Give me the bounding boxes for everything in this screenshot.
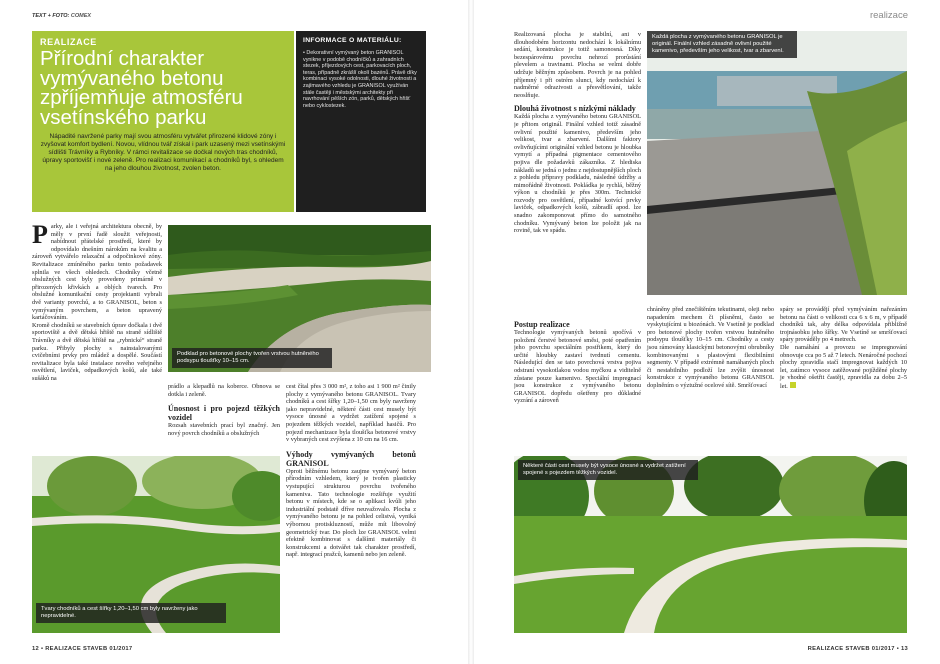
photo-caption: Každá plocha z vymývaného betonu GRANISOL je originál. Finální vzhled zásadně ovlivní použité kamenivo, především jeho velikost, tvar a zbarvení. [647, 31, 797, 58]
article-title: Přírodní charakter vymývaného betonu zpříjemňuje atmosféru vsetínského parku [40, 47, 243, 129]
paragraph: Kromě chodníků se stavebních úprav dočkala i dvě sportoviště a dvě dětská hřiště na straně sídliště Trávníky a dvě dětská hřiště na „rybnické“ straně parku. Přibyly plochy s nainstalovanými cvičebními prvky pro mládež a dospělé. Součástí revitalizace byla také instalace nového veřejného osvětlení, laviček, odpadkových košů, ale také sušáků na [32, 321, 162, 382]
photo-pool-stones [647, 31, 907, 295]
subheading: Výhody vymývaných betonů GRANISOL [286, 449, 416, 468]
paragraph: Dle namáhání a provozu se impregnování obnovuje cca po 5 až 7 letech. Nenáročné pochozí plochy zpravidla stačí impregnovat každých 10 let, zatímco vysoce zatěžované pojížděné plochy je vhodné ošetřit častěji, zpravidla za dobu 2–5 let. [780, 343, 907, 390]
lead-box [32, 31, 294, 212]
footer-right: REALIZACE STAVEB 01/2017 • 13 [807, 646, 908, 652]
lead-paragraph: Nápadité navržené parky mají svou atmosféru vytvářet přirozené klidové zóny i zvyšovat komfort bydlení. Novou, vlídnou tvář získal i park uzasený mezi vsetínskými sídlišti Trávníky a Rybníky. V rámci revitalizace se dočkal nových tras chodníků, úpravy sportovišť i nové zeleně. Pro realizaci komunikací a chodníků byl, s ohledem na jeho dlouhou životnost, zvolen beton. [40, 133, 286, 172]
left-column-3 [286, 383, 416, 641]
photo-caption: Tvary chodníků a cest šířky 1,20–1,50 cm byly navrženy jako nepravidelné. [36, 603, 226, 623]
lead-tag: REALIZACE [40, 37, 97, 47]
material-info-box [296, 31, 426, 212]
paragraph: chráněny před znečištěním tekutinami, oleji nebo napadením mechem či plísněmi, často se vyskytujícími u biozónách. Ve Vsetíně je podklad pro betonové plochy tvořen vrstvou hutněného podsypu tloušťky 10–15 cm. Chodníky a cesty jsou rámovány klasickými betonovými obrubníky kombinovanými s plastovými flexibilními segmenty. V případě extrémně namáhaných ploch či nestabilního podloží lze zvýšit únosnost konstrukce z vymývaného betonu GRANISOL doplněním o výztužné ocelové sítě. Smršťovací [647, 306, 774, 389]
paragraph: spáry se provádějí před vymýváním nařezáním betonu na části o velikosti cca 6 x 6 m, v případě chodníků tak, aby délka odpovídala přibližně trojnásobku jeho šířky. Ve Vsetíně se smršťovací spáry prováděly po 4 metrech. [780, 306, 907, 344]
photo-park-path [514, 456, 907, 633]
paragraph: Rozsah stavebních prací byl značný. Jen nový povrch chodníků a obslužných [168, 422, 280, 437]
paragraph: Každá plocha z vymývaného betonu GRANISOL je přitom originál. Finální vzhled totiž zásadně ovlivní použité kamenivo, především jeho velikost, tvar a zbarvení. Dalšími faktory ovlivňujícími originální vzhled betonu je hloubka vymytí a případná pigmentace cementového pojiva dle požadavků zákazníka. Z hlediska nákladů se jedná o jednu z nejdostupnějších ploch z pohledu přípravy podkladu, následné údržby a mimořádně životnosti. Pokládka je rychlá, běžný výkon u chodníků je přes 300m. Technické rozvody pro osvětlení, případné kotvící prvky laviček, odpadkových košů, zábradlí apod. lze snadno zakomponovat přímo do samotného chodníku. Vymývaný beton lze položit jak na rovině, tak ve spádu. [514, 113, 641, 235]
end-mark-icon [790, 382, 796, 388]
photo-gravel-path [168, 225, 431, 372]
photo-credit: TEXT + FOTO: COMEX [32, 13, 92, 19]
photo-caption: Některé části cest musely být vysoce únosné a vydržet zatížení spojené s pojezdem těžkých vozidel. [518, 460, 698, 480]
photo-winding-path [32, 456, 280, 633]
right-column-1b [514, 320, 641, 444]
paragraph: Realizovaná plocha je stabilní, ani v dlouhodobém horizontu nedochází k lokálnímu sedání, konstrukce je totiž samonosná. Díky bezespárovému povrchu nehrozí prorůstání plevelem a travinami. Plocha se velmi dobře udržuje běžným způsobem. Povrch je na pohled příjemný i při ostrém slunci, kdy nedochází k nadměrné odrazivosti a přesvětlování, takže neoslňuje. [514, 31, 641, 99]
paragraph: prádlo a klepadlů na koberce. Obnova se dotkla i zeleně. [168, 383, 280, 398]
spread-gutter [468, 0, 474, 664]
left-column-2 [168, 383, 280, 437]
section-label: realizace [869, 10, 908, 21]
paragraph: Technologie vymývaných betonů spočívá v položení čerstvé betonové směsi, poté opatřením jeho povrchu speciálním postřikem, který do určité hloubky zastaví tvrdnutí cementu. Následující den se tato povrchová vrstva pojiva odstraní vysokotlakou vodou myčkou a viditelně zůstane pouze kamenivo. Speciální impregnací jsou konstrukce z vymývaného betonu GRANISOL dopředu ošetřeny pro důkladné vyzrání a zároveň [514, 329, 641, 405]
subheading: Dlouhá životnost s nízkými náklady [514, 104, 636, 114]
drop-cap: P [32, 223, 48, 249]
left-column-1 [32, 223, 162, 449]
info-title: INFORMACE O MATERIÁLU: [303, 37, 402, 44]
right-column-3 [780, 306, 907, 391]
subheading: Únosnost i pro pojezd těžkých vozidel [168, 404, 280, 423]
photo-caption: Podklad pro betonové plochy tvořen vrstvou hutněného podsypu tloušťky 10–15 cm. [172, 348, 332, 368]
footer-left: 12 • REALIZACE STAVEB 01/2017 [32, 646, 133, 652]
subheading: Postup realizace [514, 320, 570, 329]
paragraph: Oproti běžnému betonu zaujme vymývaný beton přírodním vzhledem, který je tvořen plasticky vystupující strukturou povrchu tvořeného kameniva. Tato technologie rozšiřuje využití betonu v místech, kde se o aplikaci kvůli jeho industriální podstatě dříve neuvažovalo. Plocha z vymývaného betonu je na pohled celistvá, vyniká výbornou protiskluzností, může mít libovolný geometrický tvar. Do ploch lze GRANISOL velmi efektně kombinovat s dalšími materiály či konstrukcemi a dotvářet tak charakter prostředí, např. integrací pražců, kamenů nebo jen zeleně. [286, 467, 416, 559]
paragraph: arky, ale i veřejná architektura obecně, by měly v první řadě sloužit veřejnosti, nabídnout přátelské prostředí, které by odpovídalo dnešním nárokům na kvalitu a zároveň vytvářelo relaxační a odpočinkové zóny. Revitalizace zmíněného parku tento požadavek splnila ve všech ohledech. Chodníky včetně obslužných cest byly provedeny primárně v přirozených křivkách a oblých tvarech. Pro obslužné komunikační cesty projektanti vybrali dvě varianty povrchů, a to GRANISOL, beton s vymývaným povrchem, a beton upravený kartáčováním. [32, 223, 162, 322]
paragraph: cest čítal přes 3 000 m², z toho asi 1 900 m² činily plochy z vymývaného betonu GRANISOL. Tvary chodníků a cest šířky 1,20–1,50 cm byly navrženy jako nepravidelné, některé části cest musely být vysoce únosné a vydržet zatížení spojené s pojezdem těžkých vozidel, například hasičů. Pro pojezd mechanizace byla tloušťka betonové vrstvy v vybraných cest zvýšena z 10 cm na 16 cm. [286, 383, 416, 444]
info-text: • Dekorativní vymývaný beton GRANISOL vynikne v podobě chodníčků a zahradních stezek, příjezdových cest, parkovacích ploch, teras, případně zkrášlí okolí bazénů. Právě díky kombinaci vysoké odolnosti, dlouhé životnosti a zajímavého vzhledu je GRANISOL využíván stále častěji i městskými architekty při navrhování pěších zón, parků, dětských hřišť nebo cyklostezek. [303, 50, 417, 109]
right-column-1 [514, 31, 641, 315]
right-column-2 [647, 306, 774, 390]
